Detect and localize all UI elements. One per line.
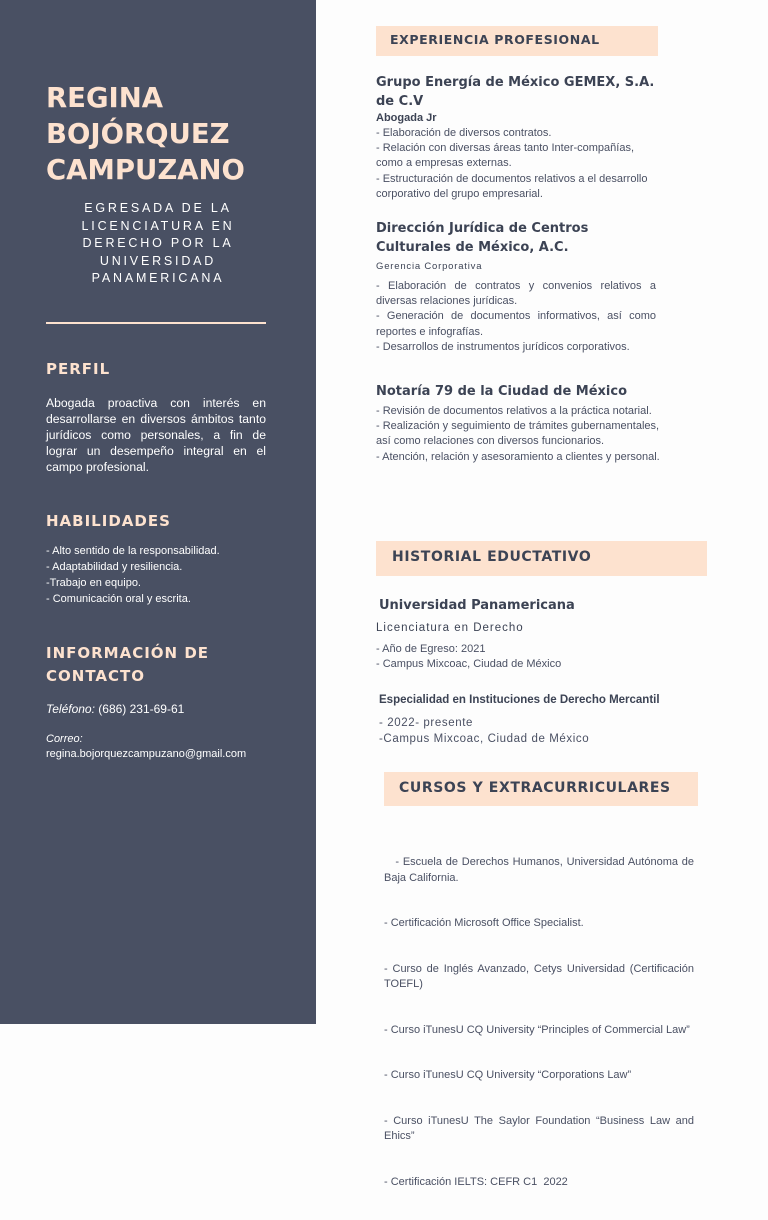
list-item: - Escuela de Derechos Humanos, Universidad Autónoma de Baja California. xyxy=(384,856,698,884)
main-content xyxy=(316,0,768,1188)
email-label-text: Correo: xyxy=(46,733,83,745)
phone-label: Teléfono: xyxy=(46,702,95,716)
list-item: - Comunicación oral y escrita. xyxy=(46,593,191,605)
job-duties xyxy=(376,126,658,202)
list-item: - Curso iTunesU CQ University “Corporations Law” xyxy=(384,1069,632,1082)
list-item: - Desarrollos de instrumentos jurídicos corporativos. xyxy=(376,340,630,353)
list-item: - Certificación Microsoft Office Specialist. xyxy=(384,917,584,930)
email-value[interactable]: regina.bojorquezcampuzano@gmail.com xyxy=(46,748,247,760)
sidebar-divider xyxy=(46,322,266,324)
profile-heading: PERFIL xyxy=(46,360,111,378)
job-duties xyxy=(376,279,656,355)
experience-heading: EXPERIENCIA PROFESIONAL xyxy=(376,26,658,56)
job-company: Grupo Energía de México GEMEX, S.A. de C.V xyxy=(376,75,655,109)
list-item: - Estructuración de documentos relativos a el desarrollo corporativo del grupo empresarial. xyxy=(376,172,648,200)
skills-list xyxy=(46,543,286,607)
list-item: - Curso iTunesU CQ University “Principles of Commercial Law” xyxy=(384,1023,690,1036)
contact-heading xyxy=(46,642,209,688)
name-line: REGINA xyxy=(46,82,164,114)
list-item: - Campus Mixcoac, Ciudad de México xyxy=(376,658,562,671)
list-item: - 2022- presente xyxy=(379,717,473,729)
list-item: - Adaptabilidad y resiliencia. xyxy=(46,561,183,573)
education-heading: HISTORIAL EDUCTATIVO xyxy=(376,541,707,576)
list-item: - Año de Egreso: 2021 xyxy=(376,643,486,655)
job-role: Gerencia Corporativa xyxy=(376,261,483,272)
phone-value[interactable]: (686) 231-69-61 xyxy=(94,702,185,716)
list-item: - Alto sentido de la responsabilidad. xyxy=(46,545,220,557)
skills-heading: HABILIDADES xyxy=(46,512,171,530)
tagline: EGRESADA DE LA LICENCIATURA EN DERECHO POR LA UNIVERSIDAD PANAMERICANA xyxy=(81,201,235,285)
list-item: - Revisión de documentos relativos a la práctica notarial. xyxy=(376,405,652,417)
contact-heading-line: CONTACTO xyxy=(46,667,145,685)
job-entry xyxy=(376,73,658,202)
degree-details xyxy=(376,642,676,672)
list-item: - Elaboración de contratos y convenios relativos a diversas relaciones jurídicas. xyxy=(376,280,656,308)
job-company: Dirección Jurídica de Centros Culturales de México, A.C. xyxy=(376,221,589,255)
job-duties xyxy=(376,404,666,465)
list-item: - Curso iTunesU The Saylor Foundation “Business Law and Ehics” xyxy=(384,1114,698,1143)
courses-heading: CURSOS Y EXTRACURRICULARES xyxy=(384,772,698,806)
list-item: - Curso de Inglés Avanzado, Cetys Universidad (Certificación TOEFL) xyxy=(384,962,697,991)
job-entry xyxy=(376,382,666,465)
candidate-name xyxy=(46,80,306,188)
list-item: - Atención, relación y asesoramiento a clientes y personal. xyxy=(376,450,660,463)
specialty-details xyxy=(379,716,679,747)
contact-heading-line: INFORMACIÓN DE xyxy=(46,644,210,662)
profile-text: Abogada proactiva con interés en desarrollarse en diversos ámbitos tanto jurídicos como personales, a fin de lograr un desempeño integral en el campo profesional. xyxy=(46,396,266,474)
list-item: -Trabajo en equipo. xyxy=(46,577,141,589)
degree-name: Licenciatura en Derecho xyxy=(376,622,524,634)
name-line: CAMPUZANO xyxy=(46,154,245,186)
job-company: Notaría 79 de la Ciudad de México xyxy=(376,384,628,399)
specialty-name: Especialidad en Instituciones de Derecho Mercantil xyxy=(379,694,660,706)
job-role: Abogada Jr xyxy=(376,112,437,124)
name-line: BOJÓRQUEZ xyxy=(46,118,230,150)
job-entry xyxy=(376,219,656,355)
list-item: - Elaboración de diversos contratos. xyxy=(376,127,552,139)
courses-list xyxy=(384,825,698,1220)
sidebar xyxy=(0,0,316,1024)
list-item: -Campus Mixcoac, Ciudad de México xyxy=(379,732,590,745)
email-label xyxy=(46,731,83,747)
phone-line xyxy=(46,701,184,717)
school-name: Universidad Panamericana xyxy=(379,598,575,613)
list-item: - Realización y seguimiento de trámites gubernamentales, así como relaciones con diversos funcionarios. xyxy=(376,420,660,448)
list-item: - Certificación IELTS: CEFR C1 2022 xyxy=(384,1175,568,1188)
list-item: - Generación de documentos informativos, así como reportes e infografías. xyxy=(376,310,656,338)
list-item: - Relación con diversas áreas tanto Inter-compañías, como a empresas externas. xyxy=(376,142,635,170)
